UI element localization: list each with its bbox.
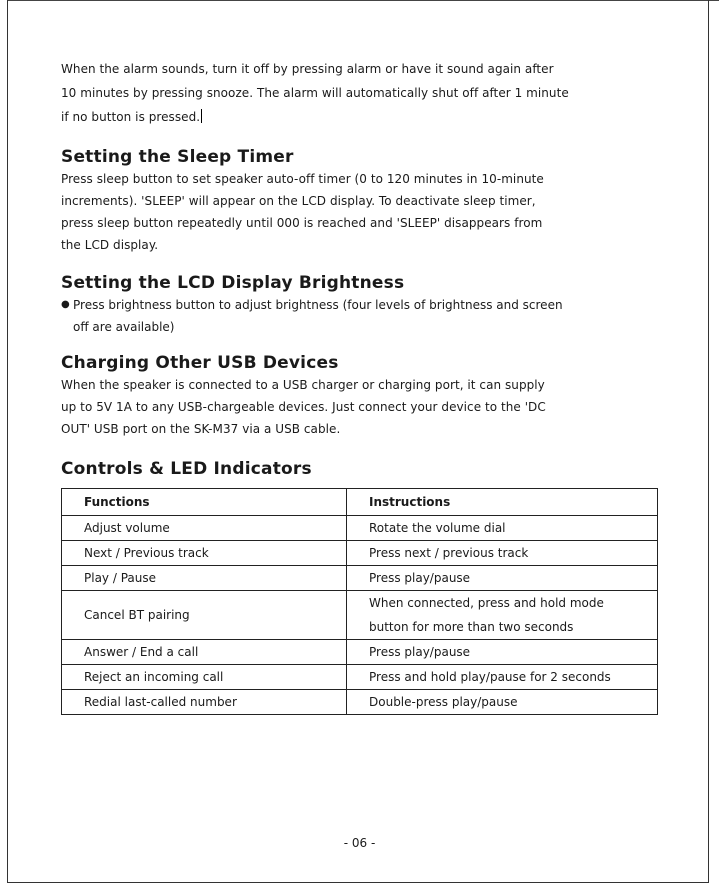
- sleep-timer-paragraph: [61, 168, 661, 256]
- table-row: [62, 640, 658, 665]
- table-row: [62, 690, 658, 715]
- function-cell: Play / Pause: [62, 566, 347, 591]
- table-row: [62, 516, 658, 541]
- charging-line-2: up to 5V 1A to any USB-chargeable devices. Just connect your device to the 'DC: [61, 400, 546, 414]
- function-cell: Redial last-called number: [62, 690, 347, 715]
- sleep-line-4: the LCD display.: [61, 238, 159, 252]
- page-content: [61, 57, 661, 715]
- alarm-paragraph: [61, 57, 661, 129]
- sleep-line-3: press sleep button repeatedly until 000 is reached and 'SLEEP' disappears from: [61, 216, 543, 230]
- function-cell: Reject an incoming call: [62, 665, 347, 690]
- column-header-instructions: Instructions: [347, 489, 658, 516]
- table-row: [62, 566, 658, 591]
- alarm-line-3: if no button is pressed.: [61, 110, 201, 124]
- text-cursor: [201, 109, 202, 123]
- brightness-line-2: off are available): [73, 320, 175, 334]
- column-header-functions: Functions: [62, 489, 347, 516]
- instruction-cell: Rotate the volume dial: [347, 516, 658, 541]
- instruction-cell: Press next / previous track: [347, 541, 658, 566]
- sleep-timer-heading: Setting the Sleep Timer: [61, 147, 294, 167]
- instruction-cell: Press play/pause: [347, 640, 658, 665]
- charging-line-3: OUT' USB port on the SK-M37 via a USB cable.: [61, 422, 341, 436]
- function-cell: Answer / End a call: [62, 640, 347, 665]
- sleep-line-2: increments). 'SLEEP' will appear on the LCD display. To deactivate sleep timer,: [61, 194, 536, 208]
- instruction-cell: [347, 591, 658, 640]
- brightness-bullet: [61, 294, 661, 338]
- table-row: [62, 591, 658, 640]
- table-row: [62, 665, 658, 690]
- bullet-icon: ●: [61, 299, 70, 310]
- alarm-line-2: 10 minutes by pressing snooze. The alarm will automatically shut off after 1 minute: [61, 86, 569, 100]
- brightness-heading: Setting the LCD Display Brightness: [61, 273, 405, 293]
- instruction-cell: Double-press play/pause: [347, 690, 658, 715]
- instruction-line-2: button for more than two seconds: [369, 620, 574, 634]
- table-header-row: [62, 489, 658, 516]
- function-cell: Adjust volume: [62, 516, 347, 541]
- function-cell: Cancel BT pairing: [62, 591, 347, 640]
- charging-line-1: When the speaker is connected to a USB charger or charging port, it can supply: [61, 378, 545, 392]
- page-number: - 06 -: [343, 836, 376, 850]
- instruction-line-1: When connected, press and hold mode: [369, 596, 604, 610]
- instruction-cell: Press and hold play/pause for 2 seconds: [347, 665, 658, 690]
- instruction-cell: Press play/pause: [347, 566, 658, 591]
- brightness-line-1: Press brightness button to adjust brightness (four levels of brightness and screen: [73, 298, 563, 312]
- charging-heading: Charging Other USB Devices: [61, 353, 339, 373]
- function-cell: Next / Previous track: [62, 541, 347, 566]
- charging-paragraph: [61, 374, 661, 440]
- sleep-line-1: Press sleep button to set speaker auto-off timer (0 to 120 minutes in 10-minute: [61, 172, 544, 186]
- table-row: [62, 541, 658, 566]
- controls-table: [61, 488, 658, 715]
- controls-heading: Controls & LED Indicators: [61, 459, 312, 479]
- alarm-line-1: When the alarm sounds, turn it off by pressing alarm or have it sound again after: [61, 62, 554, 76]
